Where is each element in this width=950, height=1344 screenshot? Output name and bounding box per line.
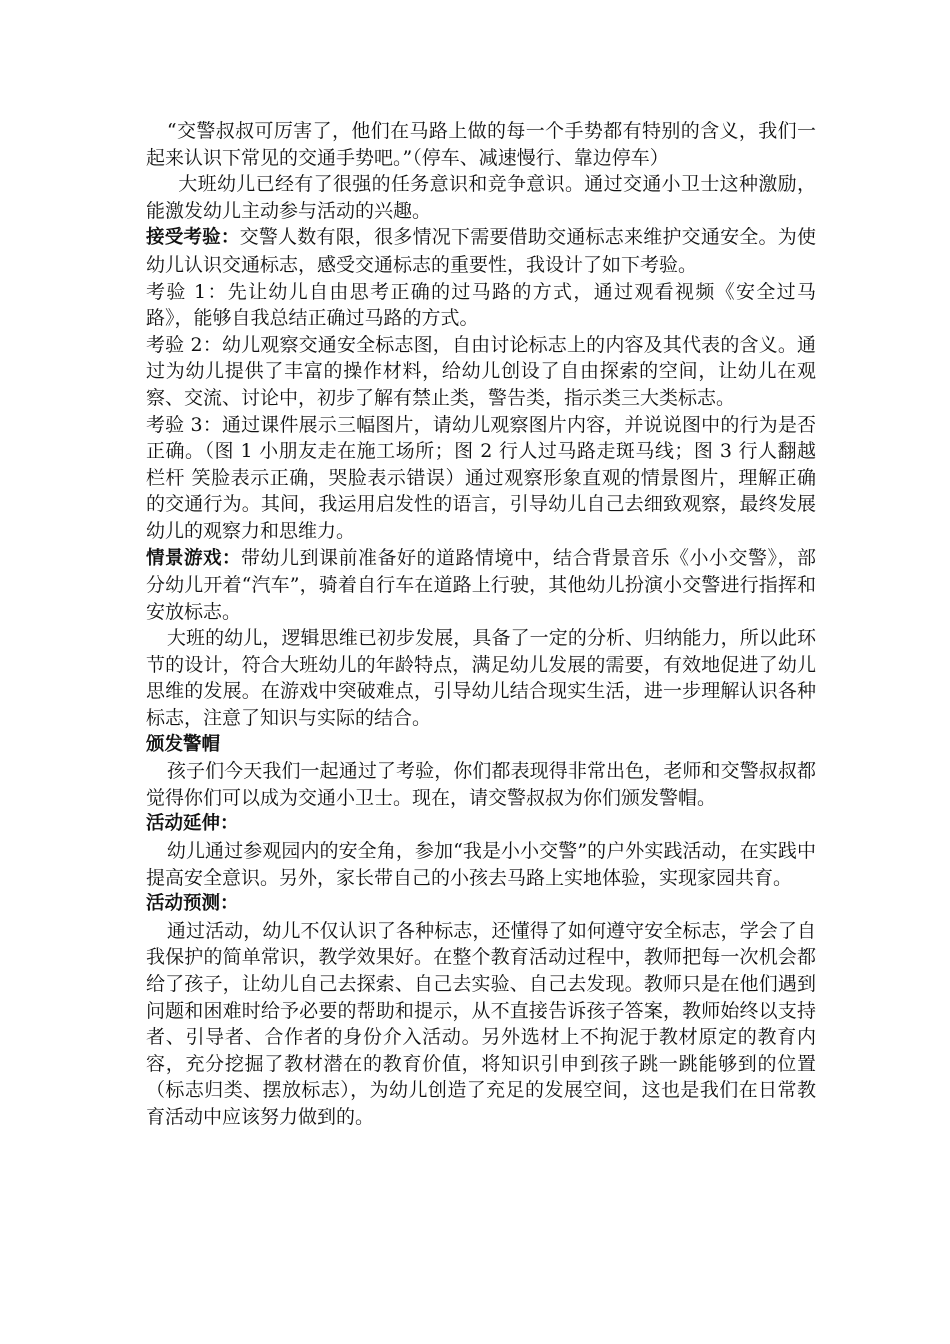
accept-challenge-text: 交警人数有限，很多情况下需要借助交通标志来维护交通安全。为使幼儿认识交通标志，感受交通标志的重要性，我设计了如下考验。 bbox=[146, 226, 816, 276]
paragraph-challenge-3: 考验 3：通过课件展示三幅图片，请幼儿观察图片内容，并说说图中的行为是否正确。（图 1 小朋友走在施工场所；图 2 行人过马路走斑马线；图 3 行人翻越栏杆 笑脸表示正确，哭脸表示错误）通过观察形象直观的情景图片，理解正确的交通行为。其间，我运用启发性的语言，引导幼儿自己去细致观察，最终发展幼儿的观察力和思维力。 bbox=[146, 413, 816, 542]
heading-activity-prediction: 活动预测： bbox=[146, 893, 239, 915]
paragraph-accept-challenge bbox=[146, 224, 816, 278]
paragraph-challenge-1: 考验 1：先让幼儿自由思考正确的过马路的方式，通过观看视频《安全过马路》，能够自我总结正确过马路的方式。 bbox=[146, 280, 816, 330]
paragraph-activity-extension: 幼儿通过参观园内的安全角，参加“我是小小交警”的户外实践活动，在实践中提高安全意识。另外，家长带自己的小孩去马路上实地体验，实现家园共育。 bbox=[146, 840, 816, 889]
paragraph-activity-prediction: 通过活动，幼儿不仅认识了各种标志，还懂得了如何遵守安全标志，学会了自我保护的简单常识，教学效果好。在整个教育活动过程中，教师把每一次机会都给了孩子，让幼儿自己去探索、自己去实验、自己去发现。教师只是在他们遇到问题和困难时给予必要的帮助和提示，从不直接告诉孩子答案，教师始终以支持者、引导者、合作者的身份介入活动。另外选材上不拘泥于教材原定的教育内容，充分挖掘了教材潜在的教育价值，将知识引申到孩子跳一跳能够到的位置（标志归类、摆放标志），为幼儿创造了充足的发展空间，这也是我们在日常教育活动中应该努力做到的。 bbox=[146, 919, 816, 1128]
paragraph-logic-thinking: 大班的幼儿，逻辑思维已初步发展，具备了一定的分析、归纳能力，所以此环节的设计，符合大班幼儿的年龄特点，满足幼儿发展的需要，有效地促进了幼儿思维的发展。在游戏中突破难点，引导幼儿结合现实生活，进一步理解认识各种标志，注意了知识与实际的结合。 bbox=[146, 627, 816, 730]
heading-award-cap: 颁发警帽 bbox=[146, 733, 221, 755]
paragraph-challenge-2: 考验 2：幼儿观察交通安全标志图，自由讨论标志上的内容及其代表的含义。通过为幼儿提供了丰富的操作材料，给幼儿创设了自由探索的空间，让幼儿在观察、交流、讨论中，初步了解有禁止类，警告类，指示类三大类标志。 bbox=[146, 333, 816, 409]
document-body bbox=[146, 118, 816, 1131]
scenario-game-text: 带幼儿到课前准备好的道路情境中，结合背景音乐《小小交警》，部分幼儿开着“汽车”，骑着自行车在道路上行驶，其他幼儿扮演小交警进行指挥和安放标志。 bbox=[146, 546, 816, 623]
scenario-game-heading: 情景游戏： bbox=[146, 547, 241, 569]
accept-challenge-heading: 接受考验： bbox=[146, 227, 240, 249]
heading-activity-extension: 活动延伸： bbox=[146, 813, 239, 835]
paragraph-traffic-gestures: “交警叔叔可厉害了，他们在马路上做的每一个手势都有特别的含义，我们一起来认识下常见的交通手势吧。”（停车、减速慢行、靠边停车） bbox=[146, 120, 816, 169]
paragraph-scenario-game bbox=[146, 545, 816, 626]
paragraph-award-cap: 孩子们今天我们一起通过了考验，你们都表现得非常出色，老师和交警叔叔都觉得你们可以成为交通小卫士。现在，请交警叔叔为你们颁发警帽。 bbox=[146, 760, 816, 809]
paragraph-task-awareness: 大班幼儿已经有了很强的任务意识和竞争意识。通过交通小卫士这种激励，能激发幼儿主动参与活动的兴趣。 bbox=[146, 173, 816, 222]
